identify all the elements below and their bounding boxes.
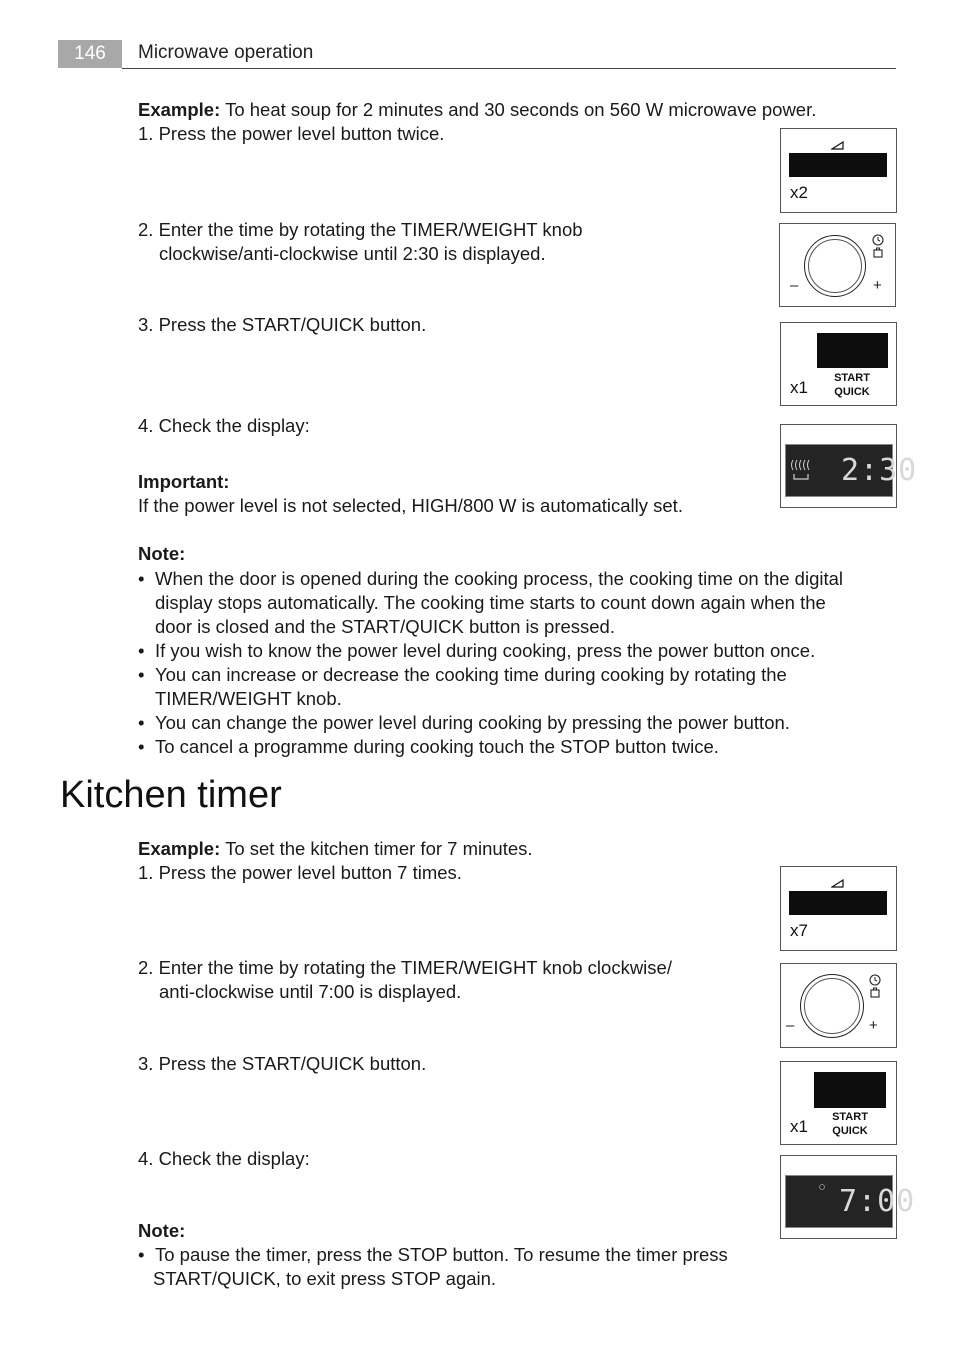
start-label: START <box>832 1111 868 1123</box>
minus-sign: – <box>786 1017 795 1034</box>
power-level-icon <box>831 141 844 150</box>
plus-sign: + <box>873 277 882 294</box>
kt-example-text: To set the kitchen timer for 7 minutes. <box>220 838 533 859</box>
step-2-line-2: clockwise/anti-clockwise until 2:30 is displayed. <box>159 243 546 264</box>
note-item: • You can increase or decrease the cooking time during cooking by rotating the TIMER/WEIGHT knob. <box>138 663 858 711</box>
kt-note-text-1: To pause the timer, press the STOP button. To resume the timer press <box>155 1244 728 1265</box>
quick-label: QUICK <box>834 386 870 398</box>
plus-sign: + <box>869 1017 878 1034</box>
clock-weight-icon <box>871 233 885 261</box>
step-4: 4. Check the display: <box>138 415 310 436</box>
example-label: Example: <box>138 99 221 120</box>
microwave-power-icon <box>790 457 818 483</box>
power-button <box>789 153 887 177</box>
timer-indicator-icon <box>818 1183 826 1191</box>
start-label: START <box>834 372 870 384</box>
display-time: 7:00 <box>839 1184 916 1219</box>
kt-start-button-figure <box>780 1061 897 1145</box>
example-text: To heat soup for 2 minutes and 30 seconds on 560 W microwave power. <box>220 99 817 120</box>
note-label: Note: <box>138 543 186 564</box>
kt-note-line-2: START/QUICK, to exit press STOP again. <box>153 1268 497 1289</box>
timer-weight-knob <box>800 974 864 1038</box>
important-label: Important: <box>138 471 230 492</box>
kt-timer-knob-figure <box>780 963 897 1048</box>
start-button-figure <box>780 322 897 406</box>
start-quick-button <box>814 1072 886 1108</box>
kt-step-2-line-2: anti-clockwise until 7:00 is displayed. <box>159 981 462 1002</box>
section-title: Microwave operation <box>138 42 314 63</box>
power-level-icon <box>831 879 844 888</box>
kt-step-3: 3. Press the START/QUICK button. <box>138 1053 427 1074</box>
kt-example-label: Example: <box>138 838 221 859</box>
step-1: 1. Press the power level button twice. <box>138 123 445 144</box>
clock-weight-icon <box>868 973 882 1001</box>
note-item: • To cancel a programme during cooking touch the STOP button twice. <box>138 735 858 759</box>
display-time: 2:30 <box>841 453 918 488</box>
kt-note-label: Note: <box>138 1220 186 1241</box>
power-button <box>789 891 887 915</box>
note-item: • If you wish to know the power level during cooking, press the power button once. <box>138 639 858 663</box>
lcd-display <box>785 444 918 497</box>
important-text: If the power level is not selected, HIGH/800 W is automatically set. <box>138 495 683 516</box>
page-number: 146 <box>58 40 122 68</box>
bullet: • <box>138 1244 145 1265</box>
kt-example-line <box>138 837 533 861</box>
press-count: x1 <box>790 1117 808 1136</box>
step-2-line-1: 2. Enter the time by rotating the TIMER/WEIGHT knob <box>138 219 583 240</box>
kt-power-button-figure <box>780 866 897 951</box>
kt-step-4: 4. Check the display: <box>138 1148 310 1169</box>
header-rule <box>122 68 896 69</box>
step-3: 3. Press the START/QUICK button. <box>138 314 427 335</box>
timer-weight-knob <box>804 235 866 297</box>
example-line <box>138 98 816 122</box>
kitchen-timer-heading: Kitchen timer <box>60 774 282 816</box>
kt-step-2-line-1: 2. Enter the time by rotating the TIMER/WEIGHT knob clockwise/ <box>138 957 672 978</box>
kt-display-figure <box>780 1155 916 1239</box>
kt-step-1: 1. Press the power level button 7 times. <box>138 862 462 883</box>
lcd-display <box>785 1175 916 1228</box>
display-figure <box>780 424 918 508</box>
note-list <box>138 567 858 759</box>
note-item: • You can change the power level during cooking by pressing the power button. <box>138 711 858 735</box>
press-count: x7 <box>790 921 808 940</box>
note-item: • When the door is opened during the cooking process, the cooking time on the digital display stops automatically. The cooking time starts to count down again when the door is closed and the START/QUICK button is pressed. <box>138 567 858 639</box>
minus-sign: – <box>790 277 799 294</box>
press-count: x2 <box>790 183 808 202</box>
quick-label: QUICK <box>832 1125 868 1137</box>
timer-knob-figure <box>779 223 896 307</box>
press-count: x1 <box>790 378 808 397</box>
start-quick-button <box>817 333 888 368</box>
power-button-figure <box>780 128 897 213</box>
